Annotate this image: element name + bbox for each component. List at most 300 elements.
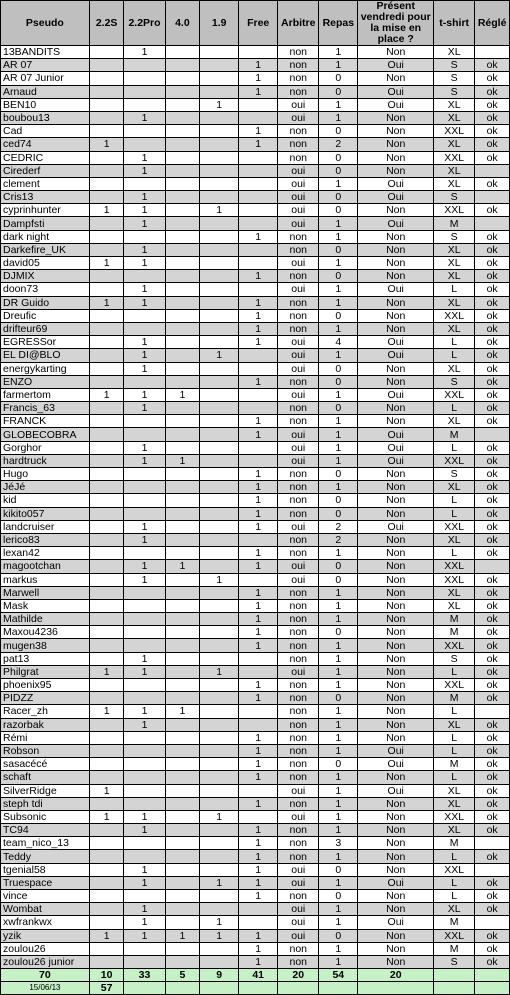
cell-repas[interactable]: 1 <box>319 718 358 731</box>
cell-22s[interactable]: 1 <box>89 204 124 217</box>
cell-19[interactable] <box>200 744 239 757</box>
cell-tshirt[interactable]: M <box>434 626 475 639</box>
cell-19[interactable]: 1 <box>200 665 239 678</box>
cell-tshirt[interactable]: S <box>434 375 475 388</box>
cell-22pro[interactable]: 1 <box>124 533 165 546</box>
cell-22pro[interactable] <box>124 599 165 612</box>
cell-regle[interactable]: ok <box>475 151 510 164</box>
cell-19[interactable] <box>200 692 239 705</box>
cell-regle[interactable] <box>475 916 510 929</box>
cell-regle[interactable]: ok <box>475 613 510 626</box>
cell-present[interactable]: Non <box>358 560 434 573</box>
col-19[interactable]: 1.9 <box>200 1 239 46</box>
cell-22pro[interactable]: 1 <box>124 296 165 309</box>
cell-repas[interactable]: 1 <box>319 771 358 784</box>
cell-arbitre[interactable]: oui <box>278 177 319 190</box>
cell-arbitre[interactable]: non <box>278 679 319 692</box>
cell-pseudo[interactable]: Maxou4236 <box>1 626 90 639</box>
cell-arbitre[interactable]: oui <box>278 362 319 375</box>
cell-free[interactable] <box>239 46 278 59</box>
cell-22pro[interactable]: 1 <box>124 929 165 942</box>
cell-arbitre[interactable]: non <box>278 547 319 560</box>
cell-repas[interactable]: 0 <box>319 626 358 639</box>
cell-arbitre[interactable]: non <box>278 481 319 494</box>
cell-tshirt[interactable]: XL <box>434 257 475 270</box>
cell-regle[interactable] <box>475 863 510 876</box>
cell-free[interactable]: 1 <box>239 613 278 626</box>
cell-repas[interactable]: 1 <box>319 454 358 467</box>
cell-22s[interactable] <box>89 85 124 98</box>
cell-free[interactable]: 1 <box>239 309 278 322</box>
cell-regle[interactable]: ok <box>475 771 510 784</box>
cell-free[interactable] <box>239 362 278 375</box>
cell-19[interactable] <box>200 903 239 916</box>
cell-22s[interactable] <box>89 837 124 850</box>
cell-19[interactable] <box>200 59 239 72</box>
cell-arbitre[interactable]: oui <box>278 560 319 573</box>
cell-present[interactable]: Non <box>358 322 434 335</box>
cell-arbitre[interactable]: oui <box>278 191 319 204</box>
cell-19[interactable] <box>200 309 239 322</box>
cell-regle[interactable]: ok <box>475 679 510 692</box>
cell-repas[interactable]: 1 <box>319 850 358 863</box>
cell-22s[interactable] <box>89 942 124 955</box>
cell-present[interactable]: Non <box>358 692 434 705</box>
cell-tshirt[interactable]: XXL <box>434 573 475 586</box>
cell-repas[interactable]: 1 <box>319 784 358 797</box>
cell-22pro[interactable]: 1 <box>124 191 165 204</box>
cell-present[interactable]: Non <box>358 955 434 968</box>
cell-22pro[interactable]: 1 <box>124 705 165 718</box>
cell-regle[interactable]: ok <box>475 758 510 771</box>
cell-arbitre[interactable]: oui <box>278 454 319 467</box>
cell-tshirt[interactable]: XXL <box>434 125 475 138</box>
cell-repas[interactable]: 0 <box>319 270 358 283</box>
cell-22pro[interactable]: 1 <box>124 402 165 415</box>
cell-pseudo[interactable]: JéJé <box>1 481 90 494</box>
cell-40[interactable] <box>165 125 200 138</box>
cell-pseudo[interactable]: CEDRIC <box>1 151 90 164</box>
cell-22s[interactable] <box>89 824 124 837</box>
cell-22pro[interactable] <box>124 758 165 771</box>
cell-arbitre[interactable]: oui <box>278 573 319 586</box>
cell-22s[interactable] <box>89 349 124 362</box>
cell-regle[interactable]: ok <box>475 744 510 757</box>
cell-tshirt[interactable]: L <box>434 547 475 560</box>
total-cell[interactable]: 54 <box>319 969 358 982</box>
cell-tshirt[interactable]: XL <box>434 138 475 151</box>
cell-arbitre[interactable]: non <box>278 85 319 98</box>
cell-arbitre[interactable]: oui <box>278 665 319 678</box>
cell-present[interactable]: Oui <box>358 217 434 230</box>
cell-repas[interactable]: 1 <box>319 876 358 889</box>
cell-19[interactable] <box>200 850 239 863</box>
cell-arbitre[interactable]: non <box>278 243 319 256</box>
cell-present[interactable]: Non <box>358 705 434 718</box>
cell-22pro[interactable]: 1 <box>124 217 165 230</box>
cell-22pro[interactable]: 1 <box>124 903 165 916</box>
cell-22s[interactable] <box>89 454 124 467</box>
cell-arbitre[interactable]: non <box>278 296 319 309</box>
cell-repas[interactable]: 0 <box>319 507 358 520</box>
cell-pseudo[interactable]: Racer_zh <box>1 705 90 718</box>
cell-40[interactable] <box>165 85 200 98</box>
cell-pseudo[interactable]: Cirederf <box>1 164 90 177</box>
cell-40[interactable] <box>165 296 200 309</box>
cell-arbitre[interactable]: non <box>278 402 319 415</box>
cell-40[interactable] <box>165 375 200 388</box>
cell-40[interactable] <box>165 797 200 810</box>
cell-free[interactable]: 1 <box>239 415 278 428</box>
cell-present[interactable]: Non <box>358 270 434 283</box>
cell-pseudo[interactable]: 13BANDITS <box>1 46 90 59</box>
cell-present[interactable]: Non <box>358 507 434 520</box>
cell-22pro[interactable] <box>124 507 165 520</box>
cell-present[interactable]: Non <box>358 665 434 678</box>
cell-tshirt[interactable]: L <box>434 744 475 757</box>
empty-cell[interactable] <box>200 982 239 995</box>
empty-cell[interactable] <box>165 982 200 995</box>
cell-pseudo[interactable]: yzik <box>1 929 90 942</box>
cell-repas[interactable]: 1 <box>319 810 358 823</box>
cell-19[interactable]: 1 <box>200 573 239 586</box>
cell-22s[interactable]: 1 <box>89 810 124 823</box>
cell-present[interactable]: Non <box>358 151 434 164</box>
cell-pseudo[interactable]: Teddy <box>1 850 90 863</box>
cell-19[interactable] <box>200 230 239 243</box>
cell-present[interactable]: Non <box>358 613 434 626</box>
cell-arbitre[interactable]: oui <box>278 903 319 916</box>
cell-present[interactable]: Non <box>358 204 434 217</box>
cell-regle[interactable]: ok <box>475 955 510 968</box>
cell-pseudo[interactable]: zoulou26 junior <box>1 955 90 968</box>
cell-free[interactable]: 1 <box>239 59 278 72</box>
footer-date[interactable]: 15/06/13 <box>1 982 90 995</box>
cell-present[interactable]: Non <box>358 837 434 850</box>
cell-free[interactable] <box>239 257 278 270</box>
cell-pseudo[interactable]: magootchan <box>1 560 90 573</box>
cell-repas[interactable]: 1 <box>319 322 358 335</box>
cell-present[interactable]: Non <box>358 863 434 876</box>
cell-22s[interactable]: 1 <box>89 929 124 942</box>
cell-40[interactable] <box>165 468 200 481</box>
cell-regle[interactable]: ok <box>475 481 510 494</box>
cell-22pro[interactable] <box>124 375 165 388</box>
cell-present[interactable]: Non <box>358 138 434 151</box>
cell-present[interactable]: Non <box>358 125 434 138</box>
cell-free[interactable]: 1 <box>239 85 278 98</box>
cell-22pro[interactable] <box>124 837 165 850</box>
cell-free[interactable]: 1 <box>239 797 278 810</box>
cell-free[interactable]: 1 <box>239 507 278 520</box>
cell-arbitre[interactable]: oui <box>278 876 319 889</box>
cell-pseudo[interactable]: pat13 <box>1 652 90 665</box>
empty-cell[interactable] <box>239 982 278 995</box>
cell-regle[interactable] <box>475 428 510 441</box>
cell-22s[interactable] <box>89 718 124 731</box>
cell-regle[interactable]: ok <box>475 270 510 283</box>
cell-40[interactable] <box>165 217 200 230</box>
cell-free[interactable] <box>239 441 278 454</box>
cell-free[interactable]: 1 <box>239 481 278 494</box>
cell-22pro[interactable]: 1 <box>124 876 165 889</box>
cell-40[interactable] <box>165 177 200 190</box>
cell-free[interactable]: 1 <box>239 270 278 283</box>
cell-arbitre[interactable]: non <box>278 59 319 72</box>
cell-19[interactable] <box>200 257 239 270</box>
cell-22s[interactable] <box>89 507 124 520</box>
cell-40[interactable] <box>165 138 200 151</box>
cell-arbitre[interactable]: non <box>278 837 319 850</box>
cell-pseudo[interactable]: ENZO <box>1 375 90 388</box>
cell-40[interactable]: 1 <box>165 560 200 573</box>
cell-tshirt[interactable]: XL <box>434 718 475 731</box>
cell-22s[interactable] <box>89 744 124 757</box>
cell-22pro[interactable]: 1 <box>124 336 165 349</box>
cell-22s[interactable]: 1 <box>89 784 124 797</box>
cell-40[interactable] <box>165 362 200 375</box>
cell-free[interactable]: 1 <box>239 560 278 573</box>
cell-free[interactable]: 1 <box>239 824 278 837</box>
cell-free[interactable] <box>239 388 278 401</box>
cell-pseudo[interactable]: Darkefire_UK <box>1 243 90 256</box>
cell-22pro[interactable]: 1 <box>124 111 165 124</box>
cell-regle[interactable]: ok <box>475 375 510 388</box>
cell-19[interactable] <box>200 164 239 177</box>
cell-19[interactable] <box>200 177 239 190</box>
cell-pseudo[interactable]: Wombat <box>1 903 90 916</box>
cell-pseudo[interactable]: AR 07 Junior <box>1 72 90 85</box>
cell-tshirt[interactable]: XL <box>434 270 475 283</box>
cell-regle[interactable]: ok <box>475 692 510 705</box>
cell-tshirt[interactable]: XXL <box>434 810 475 823</box>
cell-repas[interactable]: 1 <box>319 705 358 718</box>
cell-19[interactable] <box>200 283 239 296</box>
cell-19[interactable] <box>200 388 239 401</box>
cell-pseudo[interactable]: xwfrankwx <box>1 916 90 929</box>
cell-repas[interactable]: 1 <box>319 217 358 230</box>
cell-pseudo[interactable]: farmertom <box>1 388 90 401</box>
cell-pseudo[interactable]: steph tdi <box>1 797 90 810</box>
cell-tshirt[interactable]: M <box>434 613 475 626</box>
cell-present[interactable]: Non <box>358 718 434 731</box>
cell-22s[interactable] <box>89 863 124 876</box>
cell-free[interactable]: 1 <box>239 771 278 784</box>
cell-tshirt[interactable]: M <box>434 916 475 929</box>
cell-arbitre[interactable]: non <box>278 639 319 652</box>
cell-40[interactable] <box>165 98 200 111</box>
cell-22s[interactable] <box>89 613 124 626</box>
cell-22pro[interactable]: 1 <box>124 243 165 256</box>
cell-22s[interactable] <box>89 441 124 454</box>
cell-40[interactable] <box>165 164 200 177</box>
cell-22s[interactable] <box>89 322 124 335</box>
cell-tshirt[interactable]: L <box>434 441 475 454</box>
cell-19[interactable] <box>200 481 239 494</box>
empty-cell[interactable] <box>358 982 434 995</box>
cell-arbitre[interactable]: oui <box>278 388 319 401</box>
cell-22s[interactable]: 1 <box>89 388 124 401</box>
cell-19[interactable] <box>200 533 239 546</box>
cell-repas[interactable]: 1 <box>319 955 358 968</box>
cell-pseudo[interactable]: energykarting <box>1 362 90 375</box>
cell-22pro[interactable]: 1 <box>124 454 165 467</box>
cell-19[interactable]: 1 <box>200 349 239 362</box>
cell-repas[interactable]: 1 <box>319 665 358 678</box>
cell-40[interactable] <box>165 692 200 705</box>
cell-free[interactable]: 1 <box>239 547 278 560</box>
cell-repas[interactable]: 1 <box>319 98 358 111</box>
cell-arbitre[interactable]: non <box>278 942 319 955</box>
cell-regle[interactable]: ok <box>475 890 510 903</box>
cell-regle[interactable]: ok <box>475 718 510 731</box>
cell-tshirt[interactable]: XL <box>434 903 475 916</box>
cell-pseudo[interactable]: boubou13 <box>1 111 90 124</box>
cell-free[interactable]: 1 <box>239 744 278 757</box>
cell-19[interactable] <box>200 441 239 454</box>
cell-free[interactable]: 1 <box>239 731 278 744</box>
cell-22pro[interactable]: 1 <box>124 718 165 731</box>
cell-tshirt[interactable]: M <box>434 428 475 441</box>
cell-regle[interactable]: ok <box>475 652 510 665</box>
cell-regle[interactable]: ok <box>475 665 510 678</box>
cell-regle[interactable]: ok <box>475 402 510 415</box>
cell-free[interactable] <box>239 204 278 217</box>
cell-22s[interactable] <box>89 98 124 111</box>
cell-present[interactable]: Oui <box>358 758 434 771</box>
cell-arbitre[interactable]: non <box>278 586 319 599</box>
cell-repas[interactable]: 1 <box>319 349 358 362</box>
cell-regle[interactable]: ok <box>475 257 510 270</box>
cell-22s[interactable] <box>89 547 124 560</box>
cell-free[interactable] <box>239 784 278 797</box>
cell-22s[interactable] <box>89 309 124 322</box>
cell-pseudo[interactable]: cyprinhunter <box>1 204 90 217</box>
cell-free[interactable] <box>239 98 278 111</box>
cell-tshirt[interactable]: XXL <box>434 520 475 533</box>
cell-free[interactable]: 1 <box>239 296 278 309</box>
cell-repas[interactable]: 1 <box>319 428 358 441</box>
cell-arbitre[interactable]: oui <box>278 336 319 349</box>
col-free[interactable]: Free <box>239 1 278 46</box>
cell-22pro[interactable] <box>124 309 165 322</box>
cell-19[interactable] <box>200 547 239 560</box>
cell-19[interactable]: 1 <box>200 876 239 889</box>
cell-arbitre[interactable]: oui <box>278 257 319 270</box>
cell-repas[interactable]: 0 <box>319 125 358 138</box>
cell-40[interactable] <box>165 810 200 823</box>
cell-regle[interactable]: ok <box>475 85 510 98</box>
cell-pseudo[interactable]: Cris13 <box>1 191 90 204</box>
cell-22s[interactable] <box>89 164 124 177</box>
cell-tshirt[interactable]: XL <box>434 797 475 810</box>
cell-free[interactable] <box>239 916 278 929</box>
cell-free[interactable]: 1 <box>239 230 278 243</box>
cell-present[interactable]: Oui <box>358 85 434 98</box>
cell-tshirt[interactable]: XL <box>434 46 475 59</box>
cell-22pro[interactable] <box>124 955 165 968</box>
cell-19[interactable] <box>200 731 239 744</box>
footer-sum[interactable]: 57 <box>89 982 124 995</box>
cell-regle[interactable]: ok <box>475 810 510 823</box>
cell-22pro[interactable] <box>124 731 165 744</box>
cell-arbitre[interactable]: non <box>278 599 319 612</box>
col-pseudo[interactable]: Pseudo <box>1 1 90 46</box>
cell-repas[interactable]: 0 <box>319 191 358 204</box>
cell-40[interactable] <box>165 230 200 243</box>
cell-arbitre[interactable]: oui <box>278 810 319 823</box>
cell-19[interactable] <box>200 955 239 968</box>
cell-40[interactable] <box>165 824 200 837</box>
cell-tshirt[interactable]: XL <box>434 98 475 111</box>
cell-40[interactable] <box>165 349 200 362</box>
cell-repas[interactable]: 1 <box>319 731 358 744</box>
cell-22s[interactable]: 1 <box>89 665 124 678</box>
cell-tshirt[interactable]: XL <box>434 415 475 428</box>
cell-40[interactable] <box>165 639 200 652</box>
cell-regle[interactable]: ok <box>475 59 510 72</box>
cell-22s[interactable] <box>89 639 124 652</box>
cell-free[interactable]: 1 <box>239 942 278 955</box>
cell-free[interactable] <box>239 243 278 256</box>
cell-tshirt[interactable]: L <box>434 336 475 349</box>
cell-arbitre[interactable]: non <box>278 652 319 665</box>
cell-free[interactable]: 1 <box>239 520 278 533</box>
cell-pseudo[interactable]: EL DI@BLO <box>1 349 90 362</box>
cell-22s[interactable] <box>89 415 124 428</box>
cell-free[interactable] <box>239 454 278 467</box>
cell-present[interactable]: Non <box>358 797 434 810</box>
cell-22pro[interactable]: 1 <box>124 151 165 164</box>
cell-tshirt[interactable]: M <box>434 837 475 850</box>
cell-22pro[interactable] <box>124 85 165 98</box>
cell-present[interactable]: Non <box>358 46 434 59</box>
col-repas[interactable]: Repas <box>319 1 358 46</box>
cell-present[interactable]: Oui <box>358 428 434 441</box>
cell-regle[interactable]: ok <box>475 415 510 428</box>
cell-repas[interactable]: 1 <box>319 903 358 916</box>
cell-40[interactable] <box>165 111 200 124</box>
cell-22s[interactable] <box>89 270 124 283</box>
cell-22pro[interactable] <box>124 626 165 639</box>
cell-22s[interactable] <box>89 679 124 692</box>
cell-40[interactable] <box>165 613 200 626</box>
cell-22s[interactable] <box>89 375 124 388</box>
cell-repas[interactable]: 1 <box>319 639 358 652</box>
cell-present[interactable]: Non <box>358 402 434 415</box>
cell-repas[interactable]: 0 <box>319 164 358 177</box>
cell-free[interactable]: 1 <box>239 375 278 388</box>
cell-free[interactable]: 1 <box>239 679 278 692</box>
cell-tshirt[interactable]: XL <box>434 164 475 177</box>
cell-pseudo[interactable]: Gorghor <box>1 441 90 454</box>
cell-tshirt[interactable]: XL <box>434 243 475 256</box>
cell-free[interactable] <box>239 151 278 164</box>
cell-22pro[interactable] <box>124 230 165 243</box>
cell-pseudo[interactable]: ced74 <box>1 138 90 151</box>
cell-present[interactable]: Non <box>358 111 434 124</box>
cell-present[interactable]: Non <box>358 850 434 863</box>
cell-19[interactable] <box>200 402 239 415</box>
cell-arbitre[interactable]: oui <box>278 916 319 929</box>
cell-repas[interactable]: 0 <box>319 375 358 388</box>
cell-tshirt[interactable]: S <box>434 652 475 665</box>
cell-present[interactable]: Oui <box>358 98 434 111</box>
cell-40[interactable]: 1 <box>165 705 200 718</box>
cell-present[interactable]: Non <box>358 243 434 256</box>
cell-free[interactable] <box>239 402 278 415</box>
cell-40[interactable] <box>165 876 200 889</box>
